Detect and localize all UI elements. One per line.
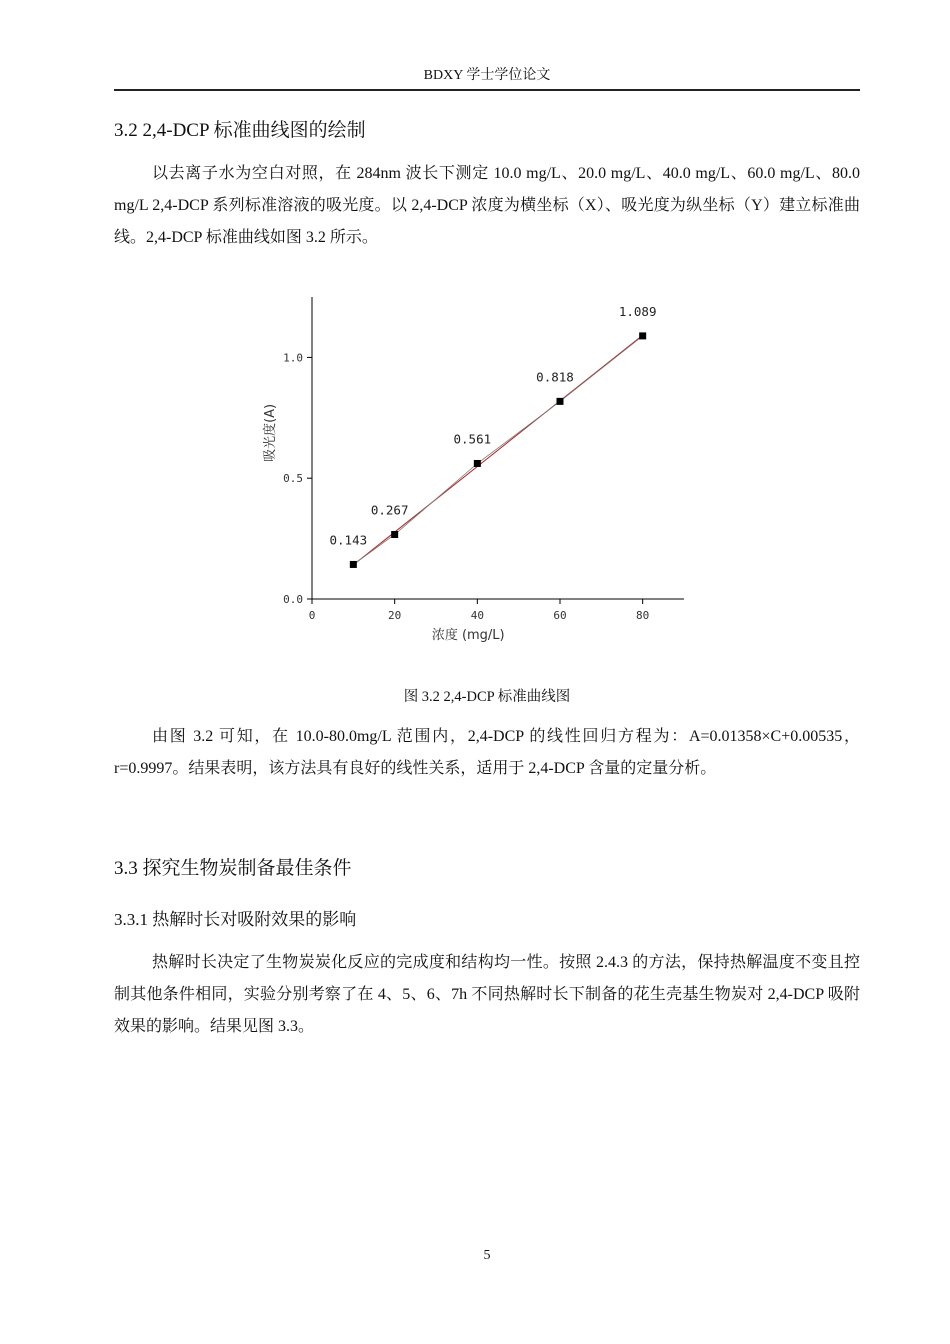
x-tick-label: 20 <box>388 609 402 622</box>
figure-caption: 图 3.2 2,4-DCP 标准曲线图 <box>403 689 571 705</box>
y-tick-label: 1.0 <box>283 351 303 365</box>
data-point <box>474 460 481 467</box>
paragraph-standard-solutions: 以去离子水为空白对照，在 284nm 波长下测定 10.0 mg/L、20.0 mg/L、40.0 mg/L、60.0 mg/L、80.0 mg/L 2,4-DCP 系列标准溶液的吸光度。以 2,4-DCP 浓度为横坐标（X）、吸光度为纵坐标（Y）建立标准曲线。2,4-DCP 标准曲线如图 3.2 所示。 <box>114 165 860 246</box>
x-tick-label: 0 <box>308 609 316 622</box>
fit-line <box>353 335 642 565</box>
paragraph-pyrolysis-time: 热解时长决定了生物炭炭化反应的完成度和结构均一性。按照 2.4.3 的方法，保持热解温度不变且控制其他条件相同，实验分别考察了在 4、5、6、7h 不同热解时长下制备的花生壳基生物炭对 2,4-DCP 吸附效果的影响。结果见图 3.3。 <box>114 954 860 1035</box>
running-header: BDXY 学士学位论文 <box>423 68 551 83</box>
data-label: 0.143 <box>329 532 368 548</box>
data-label: 0.267 <box>370 502 409 518</box>
data-point <box>639 332 646 339</box>
data-point <box>391 531 398 538</box>
paragraph-regression: 由图 3.2 可知，在 10.0-80.0mg/L 范围内，2,4-DCP 的线性回归方程为：A=0.01358×C+0.00535，r=0.9997。结果表明，该方法具有良好的线性关系，适用于 2,4-DCP 含量的定量分析。 <box>114 728 860 777</box>
data-label: 0.818 <box>536 369 574 385</box>
data-point <box>557 398 564 405</box>
x-axis-title: 浓度 (mg/L) <box>431 628 505 643</box>
y-tick-label: 0.5 <box>283 472 303 486</box>
x-tick-label: 80 <box>636 609 650 622</box>
x-tick-label: 40 <box>470 609 484 622</box>
data-point <box>350 561 357 568</box>
page-number: 5 <box>483 1248 491 1263</box>
chart-fit-layer <box>353 335 642 565</box>
header-rule <box>114 89 860 91</box>
x-tick-label: 60 <box>553 609 567 622</box>
subsection-heading-3-3-1: 3.3.1 热解时长对吸附效果的影响 <box>114 910 357 929</box>
y-axis-title: 吸光度(A) <box>263 403 278 462</box>
data-label: 1.089 <box>618 303 657 319</box>
section-heading-3-3: 3.3 探究生物炭制备最佳条件 <box>114 858 352 879</box>
data-label: 0.561 <box>453 431 492 447</box>
chart-labels-layer <box>330 304 657 548</box>
y-tick-label: 0.0 <box>283 593 303 606</box>
standard-curve-chart <box>250 285 710 655</box>
section-heading-3-2: 3.2 2,4-DCP 标准曲线图的绘制 <box>114 120 366 141</box>
